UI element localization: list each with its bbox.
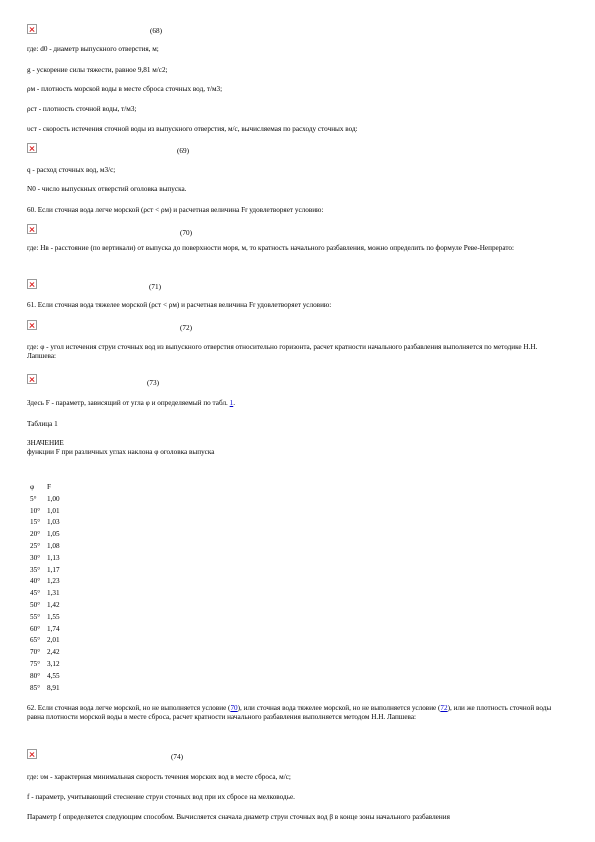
paragraph: где: d0 - диаметр выпускного отверстия, м; <box>27 45 159 53</box>
paragraph: g - ускорение силы тяжести, равное 9,81 м/с2; <box>27 66 168 74</box>
value-cell: 1,00 <box>47 494 60 503</box>
text: 62. Если сточная вода легче морской, но не выполняется условие ( <box>27 704 231 712</box>
table-row <box>30 529 77 541</box>
paragraph: 61. Если сточная вода тяжелее морской (ρст < ρм) и расчетная величина Fr удовлетворяет условию: <box>27 301 332 309</box>
value-cell: 2,42 <box>47 648 60 657</box>
value-cell: 1,42 <box>47 600 60 609</box>
equation-number: (73) <box>147 379 159 387</box>
angle-cell: 45° <box>30 589 41 598</box>
value-cell: 1,74 <box>47 624 60 633</box>
value-cell: 1,31 <box>47 589 60 598</box>
paragraph: ρм - плотность морской воды в месте сброса сточных вод, т/м3; <box>27 85 223 93</box>
angle-cell: 40° <box>30 577 41 586</box>
table-row <box>30 624 77 636</box>
angle-cell: 10° <box>30 506 41 515</box>
value-cell: 3,12 <box>47 659 60 668</box>
table-header-row <box>30 482 77 494</box>
paragraph: где: φ - угол истечения струи сточных вод из выпускного отверстия относительно горизонта, расчет кратности начального разбавления выполняется по методике Н.Н. Лапшева: <box>27 343 538 360</box>
table-subtitle: функции F при различных углах наклона φ оголовка выпуска <box>27 448 215 456</box>
equation-link[interactable]: 70 <box>230 704 238 712</box>
formula-image-broken-icon <box>27 320 37 330</box>
formula-image-broken-icon <box>27 224 37 234</box>
paragraph: где: Hв - расстояние (по вертикали) от выпуска до поверхности моря, м, то кратность начального разбавления, можно определить по формуле Реве-Непрерато: <box>27 244 514 252</box>
value-cell: 1,17 <box>47 565 60 574</box>
text: ), или сточная вода тяжелее морской, но не выполняется условие ( <box>237 704 441 712</box>
table-row <box>30 600 77 612</box>
value-cell: 8,91 <box>47 683 60 692</box>
table-row <box>30 576 77 588</box>
equation-number: (71) <box>149 283 161 291</box>
column-header: φ <box>30 483 35 491</box>
paragraph: υст - скорость истечения сточной воды из выпускного отверстия, м/с, вычисляемая по расходу сточных вод: <box>27 125 358 133</box>
value-cell: 1,13 <box>47 553 60 562</box>
table-row <box>30 506 77 518</box>
equation-number: (70) <box>180 229 192 237</box>
table-row <box>30 671 77 683</box>
table-row <box>30 612 77 624</box>
equation-link[interactable]: 72 <box>440 704 448 712</box>
angle-cell: 80° <box>30 671 41 680</box>
paragraph: N0 - число выпускных отверстий оголовка выпуска. <box>27 185 187 193</box>
angle-cell: 55° <box>30 612 41 621</box>
paragraph: 60. Если сточная вода легче морской (ρст < ρм) и расчетная величина Fr удовлетворяет условию: <box>27 206 324 214</box>
angle-cell: 85° <box>30 683 41 692</box>
table-row <box>30 588 77 600</box>
angle-cell: 35° <box>30 565 41 574</box>
text: ), или же плотность сточной воды равна плотности морской воды в месте сброса, расчет кратности начального разбавления выполняется методом Н.Н. Лапшева: <box>27 704 552 721</box>
paragraph <box>27 704 567 722</box>
angle-cell: 70° <box>30 648 41 657</box>
table-row <box>30 647 77 659</box>
formula-image-broken-icon <box>27 143 37 153</box>
value-cell: 2,01 <box>47 636 60 645</box>
value-cell: 4,55 <box>47 671 60 680</box>
table-row <box>30 659 77 671</box>
equation-number: (72) <box>180 324 192 332</box>
table-row <box>30 553 77 565</box>
paragraph <box>27 399 235 408</box>
angle-cell: 65° <box>30 636 41 645</box>
paragraph: ρст - плотность сточной воды, т/м3; <box>27 105 137 113</box>
values-table <box>30 482 77 694</box>
equation-number: (68) <box>150 27 162 35</box>
formula-image-broken-icon <box>27 279 37 289</box>
formula-image-broken-icon <box>27 24 37 34</box>
angle-cell: 50° <box>30 600 41 609</box>
formula-image-broken-icon <box>27 374 37 384</box>
value-cell: 1,23 <box>47 577 60 586</box>
text: . <box>233 399 236 407</box>
table-link[interactable]: 1 <box>229 399 234 407</box>
table-row <box>30 517 77 529</box>
angle-cell: 5° <box>30 494 37 503</box>
text: Здесь F - параметр, зависящий от угла φ и определяемый по табл. <box>27 399 228 407</box>
paragraph: q - расход сточных вод, м3/с; <box>27 166 116 174</box>
table-row <box>30 635 77 647</box>
table-caption: Таблица 1 <box>27 420 58 428</box>
angle-cell: 60° <box>30 624 41 633</box>
table-row <box>30 541 77 553</box>
angle-cell: 25° <box>30 541 41 550</box>
angle-cell: 20° <box>30 530 41 539</box>
value-cell: 1,05 <box>47 530 60 539</box>
angle-cell: 30° <box>30 553 41 562</box>
equation-number: (69) <box>177 147 189 155</box>
equation-number: (74) <box>171 753 183 761</box>
value-cell: 1,08 <box>47 541 60 550</box>
value-cell: 1,55 <box>47 612 60 621</box>
column-header: F <box>47 483 51 491</box>
table-row <box>30 494 77 506</box>
value-cell: 1,03 <box>47 518 60 527</box>
paragraph: Параметр f определяется следующим способом. Вычисляется сначала диаметр струи сточных вод β в конце зоны начального разбавления <box>27 813 450 821</box>
table-row <box>30 683 77 695</box>
formula-image-broken-icon <box>27 749 37 759</box>
angle-cell: 15° <box>30 518 41 527</box>
angle-cell: 75° <box>30 659 41 668</box>
table-row <box>30 565 77 577</box>
paragraph: где: υм - характерная минимальная скорость течения морских вод в месте сброса, м/с; <box>27 773 291 781</box>
value-cell: 1,01 <box>47 506 60 515</box>
paragraph: f - параметр, учитывающий стеснение струи сточных вод при их сбросе на мелководье. <box>27 793 295 801</box>
table-title: ЗНАЧЕНИЕ <box>27 439 64 447</box>
